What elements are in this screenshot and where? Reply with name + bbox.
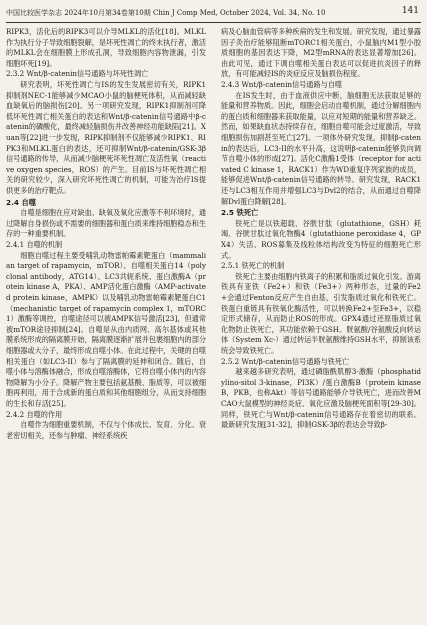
paragraph: 自噬是细胞在应对缺血、缺氧及氧化应激等不利环境时，通过降解自身损伤或不需要的细胞器和蛋白质来维持细胞稳态和生存的一种重要机制。 (6, 208, 206, 239)
section-heading-2-4-3: 2.4.3 Wnt/β-catenin信号通路与自噬 (221, 79, 343, 89)
section-heading-2-5-1: 2.5.1 铁死亡的机制 (221, 261, 285, 271)
paragraph: 自噬作为细胞重要机制，不仅与个体成长、发育、分化、衰老密切相关，还参与肿瘤、神经系统疾 (6, 420, 206, 440)
header-rule (6, 22, 421, 23)
running-title: 中国比较医学杂志 2024年10月第34卷第10期 Chin J Comp Med, October 2024, Vol. 34, No. 10 (6, 9, 326, 17)
section-heading-2-4-1: 2.4.1 自噬的机制 (6, 240, 63, 250)
paragraph: 研究表明，坏死性凋亡与IS的发生发展密切有关，RIPK1抑制剂NEC-1能够减少MCAO小鼠的脑梗死体积，从而减轻缺血缺氧后的脑损伤[20]。另一项研究发现，RIPK1抑制剂可降低坏死性凋亡相关蛋白的表达和Wnt/β-catenin信号通路中β-catenin的磷酸化，最终减轻脑损伤并改善神经功能缺陷[21]。Xuan等[22]进一步发现，RIPK抑制剂不仅能够减少RIPK1、RIPK3和MLKL蛋白的表达，还可抑制Wnt/β-catenin/GSK-3β信号通路的传导，从而减少脑梗死坏死性凋亡及活性氧（reactive oxygen species，ROS）的产生。目前IS与坏死性凋亡相关的研究较少，深入研究坏死性凋亡的机制，可能为治疗IS提供更多的治疗靶点。 (6, 79, 206, 195)
section-heading-2-5: 2.5 铁死亡 (221, 208, 259, 218)
right-column (221, 27, 421, 619)
section-heading-2-3-2: 2.3.2 Wnt/β-catenin信号通路与坏死性凋亡 (6, 69, 149, 79)
section-heading-2-5-2: 2.5.2 Wnt/β-catenin信号通路与铁死亡 (221, 356, 350, 366)
paragraph: 病及心脑血管病等多种疾病的发生和发展。研究发现，通过暴露因子灸治疗能够阻断mTORC1相关蛋白，小鼠脑内M1型小胶质细胞的基因表达下降，M2型mRNA的表达显著增加[26]。由此可见，通过下调自噬相关蛋白表达可以促进抗炎因子的释放，有可能减轻IS的炎症反应及脑损伤程度。 (221, 27, 421, 79)
paragraph: 细胞自噬过程主要受哺乳动物雷帕霉素靶蛋白（mammalian target of rapamycin，mTOR）、自噬相关蛋白14（polyclonal antibody，ATG14）、LC3共轭系统、蛋白激酶A（protein kinase A，PKA）、AMP活化蛋白激酶（AMP-activated protein kinase，AMPK）以及哺乳动物雷帕霉素靶蛋白C1（mechanistic target of rapamycin complex 1，mTORC1）激酶等调控，自噬途径可以被AMPK信号激活[23]，但通常被mTOR途径抑制[24]。自噬是从由内质网、高尔基体或其他膜系统形成的隔离膜开始，隔离膜逐渐扩展并包裹细胞内的部分细胞器或大分子，最终形成自噬小体。在此过程中，关键的自噬相关蛋白（如LC3-II）参与了隔离膜的延伸和闭合。随后，自噬小体与溶酶体融合，形成自噬溶酶体，它将自噬小体内的内容物降解为小分子。降解产物主要包括氨基酸、脂质等，可以被细胞再利用，用于合成新的蛋白质和其他细胞组分，从而支持细胞的生长和存活[25]。 (6, 250, 206, 408)
section-heading-2-4: 2.4 自噬 (6, 197, 37, 207)
page-header (6, 6, 421, 20)
paragraph: RIPK3，活化后的RIPK3可以介导MLKL的活化[18]。MLKL作为执行分子导致细胞裂解，是坏死性凋亡的终末执行者，激活的MLKL会在细胞膜上形成孔洞，导致细胞内容物泄漏，引发细胞坏死[19]。 (6, 27, 206, 68)
paragraph: 在IS发生时，由于血液供应中断，脑细胞无法获取足够的能量和营养物质。因此，细胞会启动自噬机制，通过分解细胞内的蛋白质和细胞器来获取能量，以应对短期的能量和营养缺乏。然而，如果缺血状态持续存在，细胞自噬可能会过度激活，导致细胞损伤加剧甚至死亡[27]。一项体外研究发现，抑制β-catenin的表达后，LC3-II的水平升高，这说明β-catenin能够负向调节自噬小体的形成[27]。活化C激酶1受体（receptor for activated C kinase 1，RACK1）作为WD重复序列家族的成员，能够促进Wnt/β-catenin信号通路的转导。研究发现，RACK1还与LC3相互作用并增强LC3与Dvl2的结合，从而通过自噬降解Dvl蛋白降解[28]。 (221, 90, 421, 206)
paragraph: 铁死亡主要由细胞内铁离子的积累和脂质过氧化引发。游离铁具有亚铁（Fe2+）和铁（Fe3+）两种形态，过量的Fe2+会通过Fenton反应产生自由基，引发脂质过氧化和铁死亡。铁蛋白重链具有铁氧化酶活性，可以转换Fe2+至Fe3+，以稳定形式储存，从而防止ROS的形成。GPX4通过还原脂质过氧化物防止铁死亡，其功能依赖于GSH。胱氨酸/谷氨酸反向转运体（System Xc-）通过转运半胱氨酸维持GSH水平，抑制该系统会导致铁死亡。 (221, 271, 421, 356)
page-number: 141 (401, 6, 419, 16)
left-column (6, 27, 206, 619)
section-heading-2-4-2: 2.4.2 自噬的作用 (6, 409, 63, 419)
paragraph: 越来越多研究表明，通过磷脂酰肌醇3-激酶（phosphatidylino-sitol 3-kinase，PI3K）/蛋白激酶B（protein kinase B，PKB，也称Akt）等信号通路能够介导铁死亡，进而改善MCAO大鼠模型的神经炎症、氧化应激及脑梗死面积等[29-30]。同样，铁死亡与Wnt/β-catenin信号通路存在着密切的联系。最新研究发现[31-32]，抑制GSK-3β的表达会导致β- (221, 367, 421, 430)
paragraph: 铁死亡是以铁超载、谷胱甘肽（glutathione，GSH）耗竭、谷胱甘肽过氧化物酶4（glutathione peroxidase 4，GPX4）失活、ROS募集及线粒体结构改变为特征的细胞死亡形式。 (221, 218, 421, 260)
